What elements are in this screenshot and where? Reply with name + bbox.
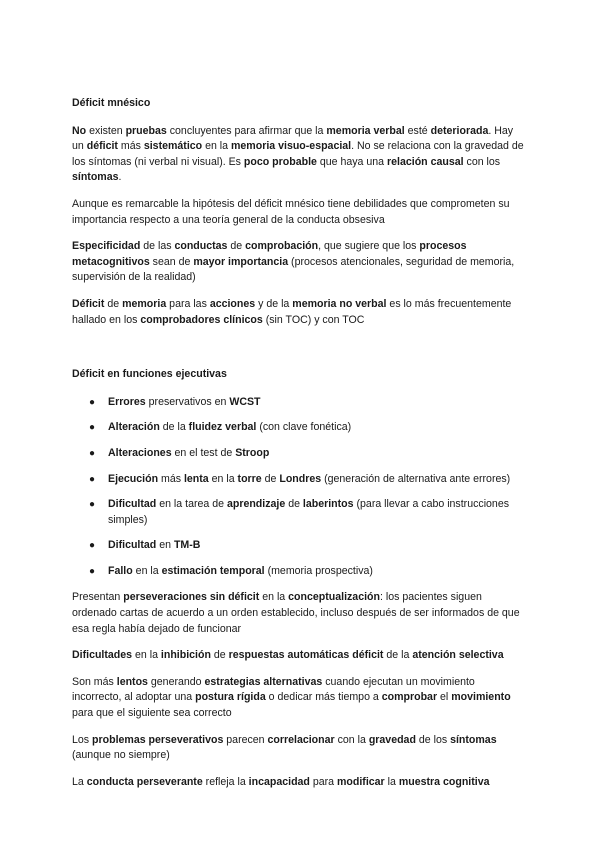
- bold-term: lenta: [183, 472, 209, 485]
- bold-term: pruebas: [125, 124, 167, 137]
- list-item-text: Errores preservativos en WCST: [108, 395, 261, 408]
- bullet-list: [72, 395, 527, 580]
- list-item: [72, 395, 527, 411]
- bold-term: deteriorada: [430, 124, 489, 137]
- document-body: [72, 96, 527, 801]
- bold-term: laberintos: [302, 498, 354, 511]
- bold-term: perseveraciones sin déficit: [123, 591, 260, 604]
- bullet-icon: ●: [89, 540, 96, 552]
- paragraph: Son más lentos generando estrategias alternativas cuando ejecutan un movimiento incorrecto, al adoptar una postura rígida o dedicar más tiempo a comprobar el movimiento para que el siguiente sea correcto: [72, 675, 511, 720]
- bold-term: respuestas automáticas déficit: [228, 649, 384, 662]
- bullet-icon: ●: [89, 473, 96, 485]
- bold-term: comprobación: [245, 240, 319, 253]
- bold-term: Dificultades: [72, 649, 133, 662]
- list-item-text: Alteraciones en el test de Stroop: [108, 446, 270, 459]
- bold-term: torre: [237, 472, 262, 485]
- list-item: [72, 564, 527, 580]
- bold-term: fluidez verbal: [188, 421, 257, 434]
- paragraph: Los problemas perseverativos parecen correlacionar con la gravedad de los síntomas (aunque no siempre): [72, 733, 497, 762]
- list-item: [72, 420, 527, 436]
- bold-term: Fallo: [108, 564, 133, 577]
- section-heading-funciones-ejecutivas: Déficit en funciones ejecutivas: [72, 368, 227, 381]
- bold-term: incapacidad: [248, 775, 310, 788]
- bold-term: síntomas: [450, 733, 497, 746]
- bold-term: TM-B: [173, 539, 201, 552]
- bullet-icon: ●: [89, 499, 96, 511]
- bold-term: problemas perseverativos: [92, 733, 224, 746]
- bullet-icon: ●: [89, 422, 96, 434]
- list-item-text: Dificultad en la tarea de aprendizaje de laberintos (para llevar a cabo instrucciones simples): [108, 498, 510, 526]
- list-item-text: Dificultad en TM-B: [108, 539, 201, 552]
- bold-term: relación causal: [387, 155, 464, 168]
- paragraph: La conducta perseverante refleja la incapacidad para modificar la muestra cognitiva: [72, 775, 490, 788]
- bold-term: Ejecución: [108, 472, 159, 485]
- bullet-icon: ●: [89, 396, 96, 408]
- paragraph: No existen pruebas concluyentes para afirmar que la memoria verbal esté deteriorada. Hay un déficit más sistemático en la memoria visuo-espacial. No se relaciona con la gravedad de los síntomas (ni verbal ni visual). Es poco probable que haya una relación causal con los síntomas.: [72, 124, 524, 184]
- bold-term: estimación temporal: [161, 564, 265, 577]
- bold-term: Londres: [279, 472, 322, 485]
- bold-term: poco probable: [243, 155, 317, 168]
- list-item-text: Ejecución más lenta en la torre de Londres (generación de alternativa ante errores): [108, 472, 511, 485]
- bold-term: modificar: [337, 775, 385, 788]
- bold-term: conducta perseverante: [86, 775, 203, 788]
- bold-term: memoria verbal: [326, 124, 405, 137]
- bold-term: No: [72, 124, 87, 137]
- paragraph: Aunque es remarcable la hipótesis del déficit mnésico tiene debilidades que comprometen su importancia respecto a una teoría general de la conducta obsesiva: [72, 197, 510, 226]
- paragraph: Presentan perseveraciones sin déficit en la conceptualización: los pacientes siguen ordenado cartas de acuerdo a un orden establecido, incluso después de ser informados de que esa regla había dejado de funcionar: [72, 591, 520, 635]
- bold-term: síntomas: [72, 171, 119, 184]
- bold-term: Dificultad: [108, 498, 157, 511]
- bold-term: Stroop: [235, 446, 270, 459]
- paragraph: Dificultades en la inhibición de respuestas automáticas déficit de la atención selectiva: [72, 649, 504, 662]
- bold-term: comprobadores clínicos: [140, 313, 263, 326]
- bullet-icon: ●: [89, 565, 96, 577]
- bold-term: memoria visuo-espacial: [231, 140, 352, 153]
- bold-term: mayor importancia: [193, 255, 289, 268]
- bold-term: aprendizaje: [226, 498, 286, 511]
- bold-term: movimiento: [451, 691, 511, 704]
- list-item-text: Fallo en la estimación temporal (memoria prospectiva): [108, 564, 373, 577]
- bold-term: Especificidad: [72, 240, 141, 253]
- list-item: [72, 538, 527, 554]
- bold-term: memoria no verbal: [292, 297, 387, 310]
- bold-term: conceptualización: [288, 591, 380, 604]
- bold-term: correlacionar: [267, 733, 335, 746]
- bold-term: Alteraciones: [108, 446, 172, 459]
- bold-term: lentos: [116, 675, 148, 688]
- bullet-icon: ●: [89, 447, 96, 459]
- paragraph: Especificidad de las conductas de comprobación, que sugiere que los procesos metacognitivos sean de mayor importancia (procesos atencionales, seguridad de memoria, supervisión de la realidad): [72, 240, 515, 284]
- bold-term: sistemático: [143, 140, 203, 153]
- bold-term: memoria: [122, 297, 167, 310]
- bold-term: Errores: [108, 395, 146, 408]
- list-item: [72, 472, 527, 488]
- bold-term: estrategias alternativas: [204, 675, 323, 688]
- bold-term: acciones: [209, 297, 256, 310]
- bold-term: déficit: [86, 140, 118, 153]
- list-item: [72, 497, 527, 528]
- bold-term: Alteración: [108, 421, 160, 434]
- section-heading-deficit-mnesico: Déficit mnésico: [72, 97, 151, 109]
- bold-term: postura rígida: [195, 691, 266, 704]
- section-spacer: [72, 339, 527, 367]
- list-item: [72, 446, 527, 462]
- bold-term: comprobar: [381, 691, 438, 704]
- bold-term: conductas: [174, 240, 228, 253]
- bold-term: Déficit: [72, 297, 105, 310]
- bold-term: inhibición: [160, 649, 211, 662]
- bold-term: procesos metacognitivos: [72, 240, 467, 268]
- bold-term: muestra cognitiva: [398, 775, 490, 788]
- list-item-text: Alteración de la fluidez verbal (con clave fonética): [108, 421, 352, 434]
- bold-term: gravedad: [368, 733, 416, 746]
- bold-term: Dificultad: [108, 539, 157, 552]
- bold-term: WCST: [229, 395, 261, 408]
- bold-term: atención selectiva: [412, 649, 504, 662]
- paragraph: Déficit de memoria para las acciones y de la memoria no verbal es lo más frecuentemente hallado en los comprobadores clínicos (sin TOC) y con TOC: [72, 297, 512, 326]
